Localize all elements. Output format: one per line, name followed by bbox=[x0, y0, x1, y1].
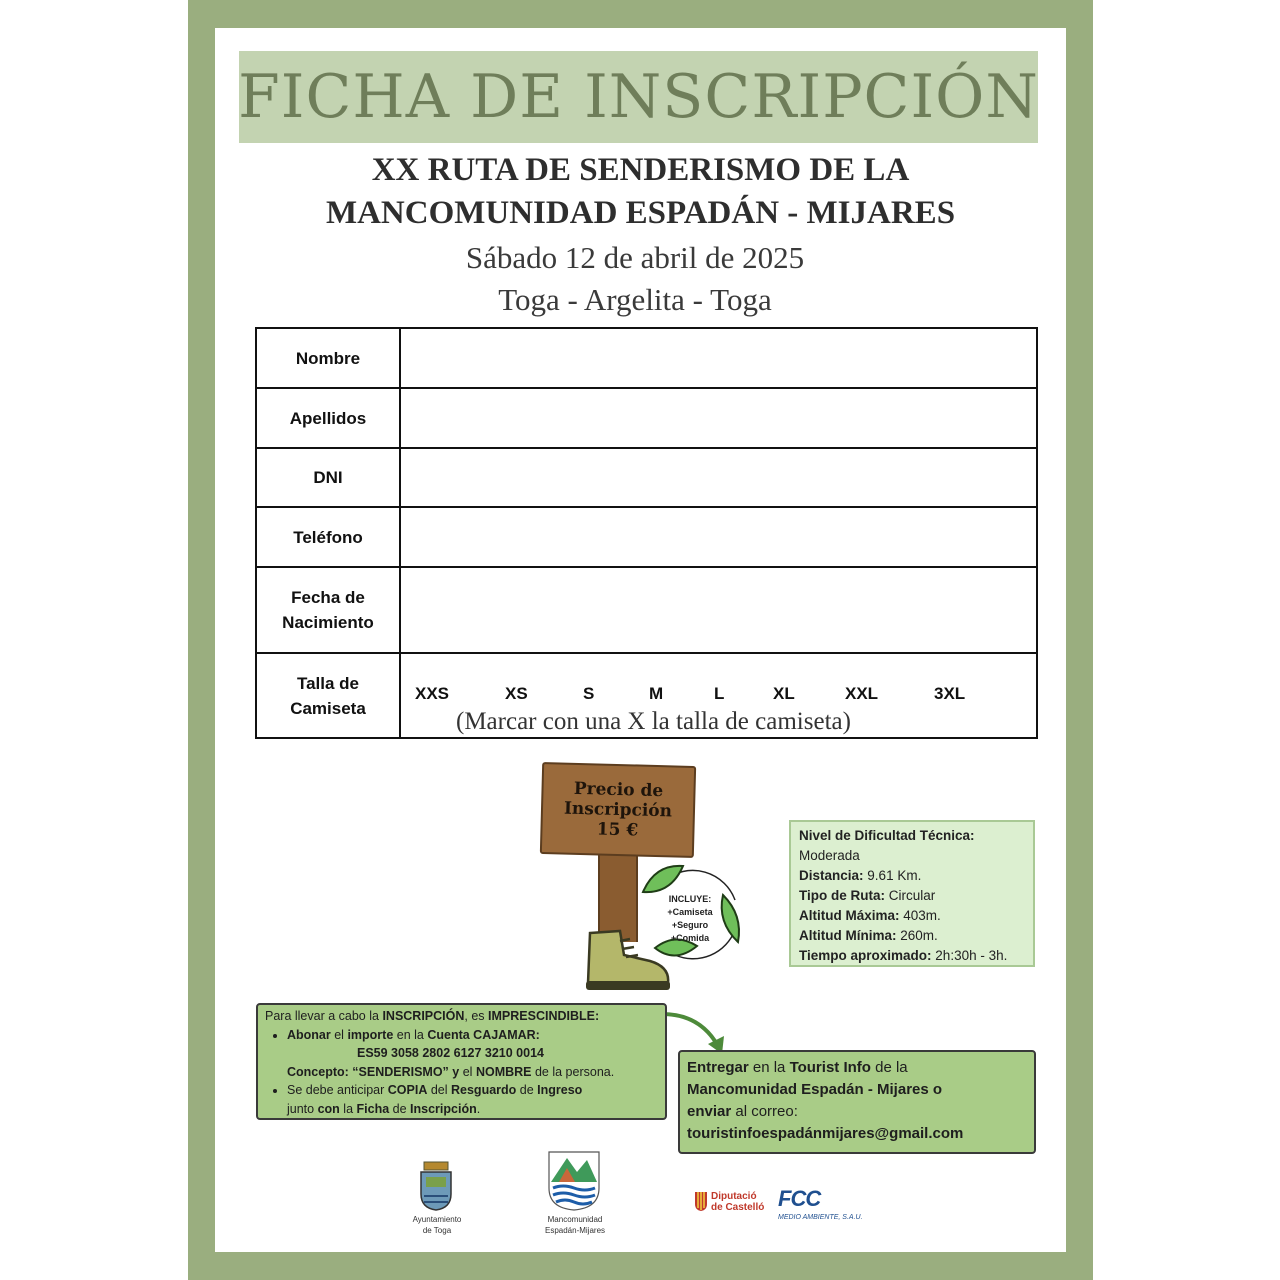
event-route: Toga - Argelita - Toga bbox=[498, 282, 772, 317]
label-fecha-line2: Nacimiento bbox=[282, 613, 374, 632]
label-apellidos: Apellidos bbox=[256, 388, 400, 448]
req-text: en la bbox=[393, 1027, 428, 1042]
req-text: Ficha bbox=[356, 1101, 390, 1116]
label-talla-line1: Talla de bbox=[296, 673, 360, 693]
req-text: IMPRESCINDIBLE: bbox=[488, 1009, 600, 1023]
input-dni[interactable] bbox=[400, 448, 1037, 507]
title-band bbox=[239, 51, 1038, 143]
row-apellidos bbox=[256, 388, 1037, 448]
max-alt-label: Altitud Máxima: bbox=[799, 908, 900, 923]
row-telefono bbox=[256, 507, 1037, 567]
event-date: Sábado 12 de abril de 2025 bbox=[465, 240, 805, 275]
iban: ES59 3058 2802 6127 3210 0014 bbox=[357, 1046, 544, 1060]
distance-value: 9.61 Km. bbox=[867, 868, 922, 883]
size-option[interactable]: S bbox=[583, 684, 595, 703]
row-nombre bbox=[256, 328, 1037, 388]
event-title-line1: XX RUTA DE SENDERISMO DE LA bbox=[371, 152, 910, 188]
size-option[interactable]: L bbox=[714, 684, 725, 703]
mancomunidad-logo-icon bbox=[547, 1150, 601, 1212]
req-text: junto bbox=[287, 1101, 318, 1116]
diputacio-logo-icon bbox=[693, 1190, 709, 1212]
type-value: Circular bbox=[888, 888, 936, 903]
min-alt-label: Altitud Mínima: bbox=[799, 928, 897, 943]
diputacio-logo-text bbox=[711, 1191, 764, 1213]
req-text: de la persona. bbox=[531, 1064, 615, 1079]
event-title-line2: MANCOMUNIDAD ESPADÁN - MIJARES bbox=[325, 195, 956, 231]
requirements-box bbox=[256, 1003, 667, 1120]
req-text: el bbox=[459, 1064, 476, 1079]
input-telefono[interactable] bbox=[400, 507, 1037, 567]
difficulty-label: Nivel de Dificultad Técnica: bbox=[799, 828, 975, 843]
max-alt-value: 403m. bbox=[903, 908, 941, 923]
req-text: COPIA bbox=[387, 1083, 428, 1097]
toga-caption-line: Ayuntamiento bbox=[412, 1215, 462, 1224]
requirements-list bbox=[265, 1026, 658, 1119]
delivery-text: al correo: bbox=[731, 1103, 798, 1120]
delivery-text: enviar bbox=[687, 1103, 732, 1120]
dip-text-line: Diputació bbox=[711, 1191, 757, 1202]
input-fecha-nacimiento[interactable] bbox=[400, 567, 1037, 653]
req-text: la bbox=[339, 1101, 357, 1116]
req-text: de bbox=[389, 1101, 411, 1116]
req-text: . bbox=[476, 1101, 481, 1116]
manc-caption-line: Mancomunidad bbox=[547, 1215, 603, 1224]
toga-caption-line: de Toga bbox=[422, 1226, 452, 1235]
req-text: NOMBRE bbox=[475, 1064, 532, 1079]
fcc-logo: FCC bbox=[778, 1186, 821, 1211]
price-line1: Precio de bbox=[573, 778, 664, 802]
label-fecha-line1: Fecha de bbox=[291, 588, 365, 607]
includes-item: +Seguro bbox=[671, 920, 709, 930]
size-option[interactable]: 3XL bbox=[934, 684, 966, 703]
manc-caption-line: Espadán-Mijares bbox=[544, 1226, 606, 1235]
toga-logo-caption bbox=[400, 1214, 474, 1236]
time-value: 2h:30h - 3h. bbox=[935, 948, 1008, 963]
size-option[interactable]: XS bbox=[505, 684, 528, 703]
input-apellidos[interactable] bbox=[400, 388, 1037, 448]
label-dni: DNI bbox=[256, 448, 400, 507]
size-option[interactable]: XXS bbox=[415, 684, 450, 703]
delivery-text: de la bbox=[870, 1059, 908, 1076]
time-label: Tiempo aproximado: bbox=[799, 948, 932, 963]
includes-item: +Camiseta bbox=[667, 907, 713, 917]
difficulty-value: Moderada bbox=[799, 848, 860, 863]
row-fecha-nacimiento bbox=[256, 567, 1037, 653]
req-text: Para llevar a cabo la bbox=[265, 1009, 383, 1023]
type-label: Tipo de Ruta: bbox=[799, 888, 885, 903]
includes-title: INCLUYE: bbox=[668, 894, 712, 904]
req-text: Ingreso bbox=[537, 1083, 583, 1097]
price-line2: Inscripción bbox=[563, 798, 673, 822]
requirement-item bbox=[287, 1081, 658, 1118]
req-text: Cuenta CAJAMAR: bbox=[427, 1027, 540, 1042]
req-text: Concepto: “SENDERISMO” y bbox=[287, 1064, 460, 1079]
dip-text-line: de Castelló bbox=[711, 1202, 765, 1213]
size-option[interactable]: XL bbox=[773, 684, 795, 703]
delivery-box bbox=[678, 1050, 1036, 1154]
delivery-text: Entregar bbox=[687, 1059, 749, 1076]
req-text: , es bbox=[464, 1009, 489, 1023]
req-text: el bbox=[330, 1027, 348, 1042]
req-text: del bbox=[427, 1083, 451, 1097]
req-text: Resguardo bbox=[451, 1083, 517, 1097]
row-talla bbox=[256, 653, 1037, 738]
min-alt-value: 260m. bbox=[900, 928, 938, 943]
label-talla bbox=[256, 653, 400, 738]
label-fecha-nacimiento bbox=[256, 567, 400, 653]
route-info-box bbox=[789, 820, 1035, 967]
price-line3: 15 € bbox=[596, 819, 639, 841]
req-text: Abonar bbox=[287, 1027, 331, 1042]
label-telefono: Teléfono bbox=[256, 507, 400, 567]
includes-item: +Comida bbox=[670, 933, 710, 943]
size-option[interactable]: XXL bbox=[845, 684, 879, 703]
price-sign bbox=[540, 762, 696, 858]
req-text: de bbox=[516, 1083, 538, 1097]
req-text: importe bbox=[347, 1027, 394, 1042]
label-nombre: Nombre bbox=[256, 328, 400, 388]
toga-coat-of-arms-icon bbox=[418, 1160, 454, 1212]
mancomunidad-logo-caption bbox=[530, 1214, 620, 1236]
input-nombre[interactable] bbox=[400, 328, 1037, 388]
row-dni bbox=[256, 448, 1037, 507]
size-option[interactable]: M bbox=[649, 684, 664, 703]
page-title: FICHA DE INSCRIPCIÓN bbox=[238, 62, 1039, 132]
delivery-text: Tourist Info bbox=[789, 1059, 871, 1076]
contact-email[interactable]: touristinfoespadánmijares@gmail.com bbox=[687, 1125, 964, 1142]
label-talla-line2: Camiseta bbox=[290, 698, 366, 718]
req-text: con bbox=[317, 1101, 340, 1116]
distance-label: Distancia: bbox=[799, 868, 864, 883]
requirement-item bbox=[287, 1026, 658, 1082]
size-note: (Marcar con una X la talla de camiseta) bbox=[456, 708, 851, 735]
registration-table bbox=[255, 327, 1038, 739]
delivery-text: Mancomunidad Espadán - Mijares o bbox=[687, 1081, 943, 1098]
delivery-text: en la bbox=[748, 1059, 790, 1076]
req-text: Se debe anticipar bbox=[287, 1083, 388, 1097]
req-text: Inscripción bbox=[410, 1101, 477, 1116]
fcc-logo-caption: MEDIO AMBIENTE, S.A.U. bbox=[778, 1214, 863, 1221]
shirt-size-cell bbox=[400, 653, 1037, 738]
includes-list bbox=[656, 893, 724, 945]
req-text: INSCRIPCIÓN bbox=[382, 1009, 465, 1023]
